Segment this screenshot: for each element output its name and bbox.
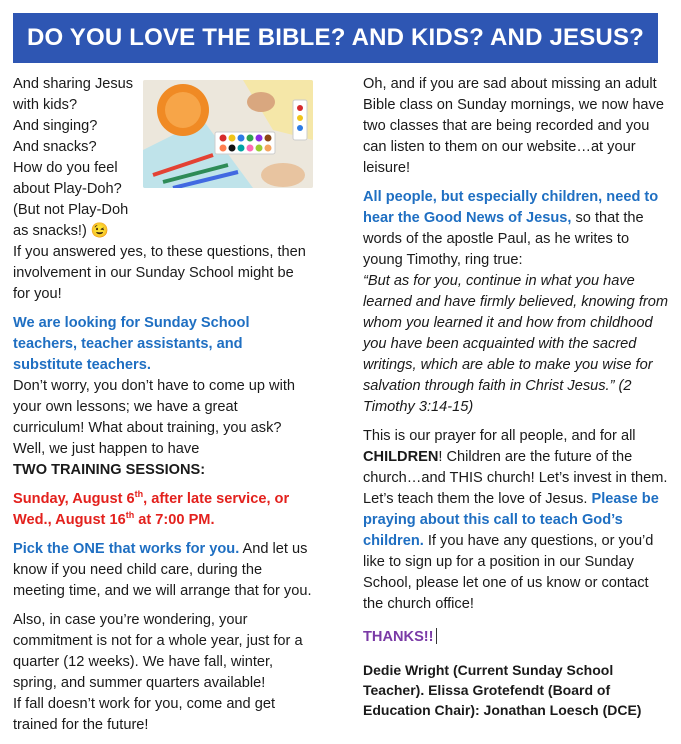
looking-for-teachers: We are looking for Sunday School teachers, teacher assistants, and substitute teachers. [13, 315, 250, 373]
signature-text: Dedie Wright (Current Sunday School Teacher). Elissa Grotefendt (Board of Education Chair): Jonathan Loesch (DCE) [363, 662, 642, 718]
page-banner [13, 13, 658, 63]
looking-paragraph [13, 313, 313, 481]
intro-line: about Play-Doh? [13, 181, 122, 197]
text-cursor [436, 628, 437, 644]
winking-face-icon: 😉 [90, 223, 110, 239]
intro-line: And snacks? [13, 139, 97, 155]
intro-line: (But not Play-Doh [13, 202, 129, 218]
kids-painting-photo [143, 80, 313, 188]
session-2-date: Wed., August 16 [13, 512, 126, 528]
paul-intro-text: so that the words of the apostle Paul, as he writes to young Timothy, ring true: [363, 210, 644, 268]
prayer-text-continued: ! Children are the future of the church…and THIS church! Let’s invest in them. Let’s teach them the love of Jesus. [363, 449, 668, 507]
commitment-text: Also, in case you’re wondering, your commitment is not for a whole year, just for a quarter (12 weeks). We have fall, winter, spring, and summer quarters available! [13, 612, 303, 691]
training-sessions-heading: TWO TRAINING SESSIONS: [13, 462, 206, 478]
child-care-text: And let us know if you need child care, during the meeting time, and we will arrange that for you. [13, 541, 312, 599]
session-1-date: Sunday, August 6 [13, 491, 135, 507]
intro-line: as snacks!) [13, 223, 87, 239]
signature [363, 660, 668, 720]
banner-title: DO YOU LOVE THE BIBLE? AND KIDS? AND JESUS? [26, 24, 645, 51]
pick-one-text: Pick the ONE that works for you. [13, 541, 240, 557]
commitment-paragraph [13, 610, 313, 736]
session-dates [13, 489, 313, 531]
adult-class-paragraph [363, 74, 668, 179]
children-emphasis: CHILDREN [363, 449, 439, 465]
bible-verse: “But as for you, continue in what you have learned and have firmly believed, knowing from whom you learned it and how from childhood you have been acquainted with the sacred writings, which are able to make you wise for salvation through faith in Christ Jesus.” (2 Timothy 3:14-15) [363, 273, 669, 415]
prayer-text: This is our prayer for all people, and for all [363, 428, 636, 444]
good-news-heading: All people, but especially children, need to hear the Good News of Jesus, [363, 189, 659, 226]
prayer-paragraph [363, 426, 668, 615]
session-2-time: at 7:00 PM. [134, 512, 215, 528]
intro-line: And singing? [13, 118, 98, 134]
intro-line: How do you feel [13, 160, 118, 176]
session-1-time: , after late service, or [143, 491, 290, 507]
curriculum-text: Don’t worry, you don’t have to come up with your own lessons; we have a great curriculum! What about training, you ask? Well, we just happen to have [13, 378, 296, 457]
session-2-suffix: th [125, 510, 135, 521]
intro-line: And sharing Jesus [13, 76, 134, 92]
right-column [363, 74, 668, 728]
thanks-text: THANKS!! [363, 629, 434, 645]
left-column [13, 74, 313, 744]
answered-text: If you answered yes, to these questions, then involvement in our Sunday School might be for you! [13, 244, 306, 302]
intro-line: with kids? [13, 97, 78, 113]
thanks-paragraph [363, 627, 668, 648]
contact-text: If you have any questions, or you’d like to sign up for a position in our Sunday School, please let one of us know or contact the church office! [363, 533, 654, 612]
session-1-suffix: th [134, 489, 144, 500]
adult-class-text: Oh, and if you are sad about missing an adult Bible class on Sunday mornings, we now have two classes that are being recorded and you can listen to them on our website…at your leisure! [363, 76, 664, 176]
good-news-paragraph [363, 187, 668, 418]
please-pray-text: Please be praying about this call to teach God’s children. [363, 491, 659, 549]
pick-one-paragraph [13, 539, 313, 602]
future-training-text: If fall doesn’t work for you, come and get trained for the future! [13, 696, 276, 733]
